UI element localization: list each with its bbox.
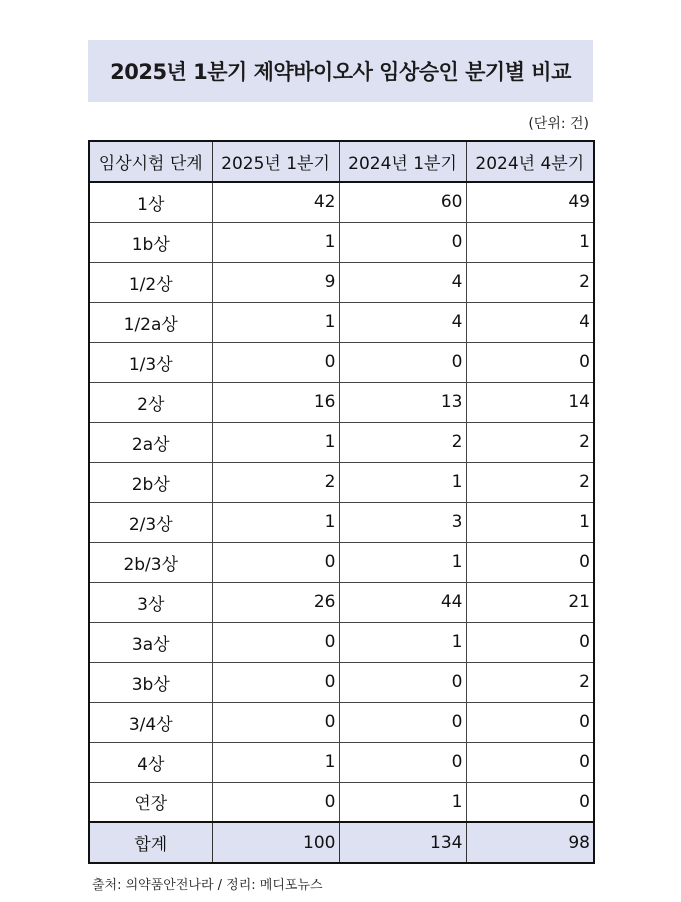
stage-cell: 3상 [89,582,212,622]
value-2024-q4: 2 [466,462,594,502]
value-2025-q1: 0 [212,662,339,702]
value-2024-q1: 0 [339,702,466,742]
value-2025-q1: 16 [212,382,339,422]
value-2024-q4: 2 [466,422,594,462]
value-2025-q1: 1 [212,422,339,462]
header-2024-q1: 2024년 1분기 [339,141,466,182]
value-2024-q1: 1 [339,782,466,822]
table-row [89,582,594,622]
table-row [89,382,594,422]
value-2024-q4: 0 [466,542,594,582]
table-row [89,622,594,662]
table-row [89,262,594,302]
value-2025-q1: 9 [212,262,339,302]
total-label: 합계 [89,822,212,863]
value-2024-q4: 0 [466,782,594,822]
stage-cell: 2a상 [89,422,212,462]
value-2024-q4: 0 [466,342,594,382]
value-2024-q1: 4 [339,262,466,302]
stage-cell: 1b상 [89,222,212,262]
total-2024-q1: 134 [339,822,466,863]
value-2024-q1: 0 [339,222,466,262]
table-row [89,222,594,262]
value-2025-q1: 26 [212,582,339,622]
value-2024-q1: 0 [339,662,466,702]
stage-cell: 4상 [89,742,212,782]
value-2024-q1: 1 [339,462,466,502]
value-2025-q1: 0 [212,342,339,382]
stage-cell: 3a상 [89,622,212,662]
table-row [89,742,594,782]
value-2025-q1: 0 [212,702,339,742]
table-row [89,342,594,382]
value-2025-q1: 0 [212,542,339,582]
value-2025-q1: 1 [212,502,339,542]
stage-cell: 2상 [89,382,212,422]
value-2024-q4: 49 [466,182,594,222]
header-2024-q4: 2024년 4분기 [466,141,594,182]
total-2025-q1: 100 [212,822,339,863]
stage-cell: 2b상 [89,462,212,502]
table-row [89,422,594,462]
value-2025-q1: 42 [212,182,339,222]
table-row [89,662,594,702]
value-2024-q4: 0 [466,742,594,782]
header-2025-q1: 2025년 1분기 [212,141,339,182]
table-row [89,702,594,742]
source-note: 출처: 의약품안전나라 / 정리: 메디포뉴스 [92,878,323,893]
value-2025-q1: 0 [212,622,339,662]
value-2025-q1: 1 [212,742,339,782]
value-2024-q4: 1 [466,502,594,542]
stage-cell: 3b상 [89,662,212,702]
unit-label: (단위: 건) [528,116,589,132]
table-row [89,502,594,542]
value-2024-q4: 2 [466,662,594,702]
stage-cell: 2b/3상 [89,542,212,582]
value-2025-q1: 2 [212,462,339,502]
value-2024-q1: 3 [339,502,466,542]
table-row [89,542,594,582]
table-row [89,462,594,502]
table-row [89,782,594,822]
stage-cell: 1상 [89,182,212,222]
table-row [89,302,594,342]
total-2024-q4: 98 [466,822,594,863]
value-2025-q1: 0 [212,782,339,822]
value-2024-q4: 2 [466,262,594,302]
stage-cell: 2/3상 [89,502,212,542]
value-2025-q1: 1 [212,302,339,342]
stage-cell: 연장 [89,782,212,822]
value-2024-q1: 13 [339,382,466,422]
value-2025-q1: 1 [212,222,339,262]
value-2024-q1: 1 [339,542,466,582]
table-title: 2025년 1분기 제약바이오사 임상승인 분기별 비교 [88,40,593,102]
stage-cell: 1/2a상 [89,302,212,342]
value-2024-q4: 0 [466,622,594,662]
stage-cell: 1/2상 [89,262,212,302]
value-2024-q4: 21 [466,582,594,622]
clinical-trial-table [88,140,595,864]
value-2024-q1: 1 [339,622,466,662]
value-2024-q1: 4 [339,302,466,342]
stage-cell: 3/4상 [89,702,212,742]
value-2024-q1: 0 [339,342,466,382]
value-2024-q4: 4 [466,302,594,342]
table-row [89,182,594,222]
value-2024-q4: 0 [466,702,594,742]
value-2024-q1: 60 [339,182,466,222]
value-2024-q4: 14 [466,382,594,422]
stage-cell: 1/3상 [89,342,212,382]
header-stage: 임상시험 단계 [89,141,212,182]
value-2024-q1: 0 [339,742,466,782]
value-2024-q1: 2 [339,422,466,462]
value-2024-q4: 1 [466,222,594,262]
total-row [89,822,594,863]
value-2024-q1: 44 [339,582,466,622]
header-row [89,141,594,182]
